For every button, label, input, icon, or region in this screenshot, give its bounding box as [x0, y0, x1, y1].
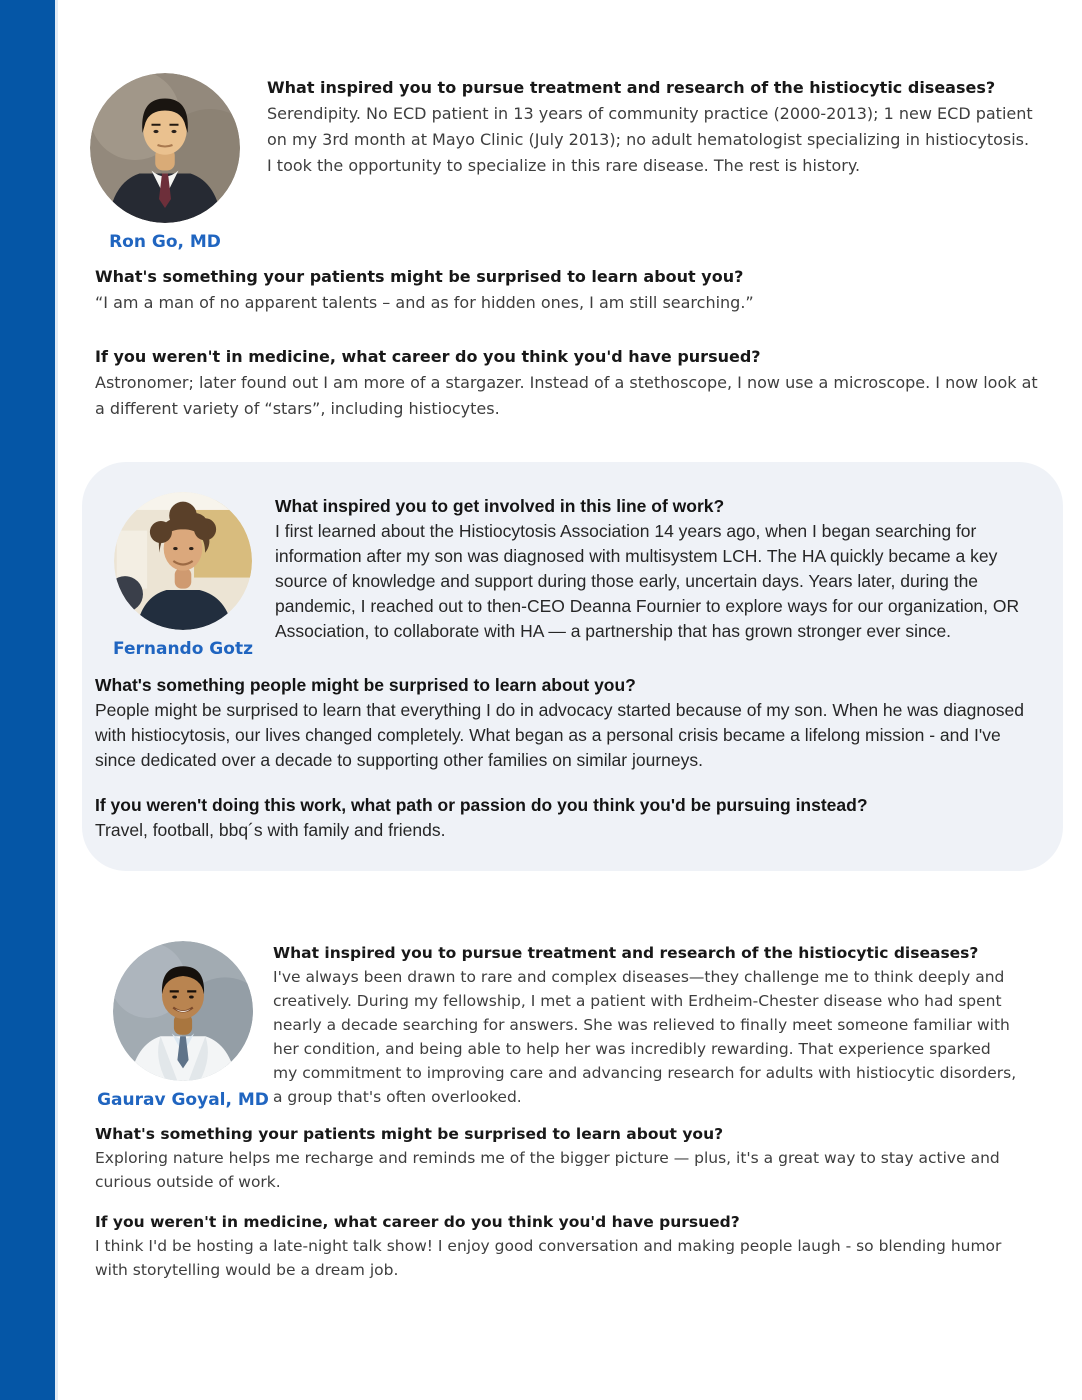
photo-column: [89, 73, 241, 252]
profile-name: Ron Go, MD: [109, 232, 221, 252]
profile-name: Gaurav Goyal, MD: [97, 1090, 269, 1110]
lead-qa: [273, 941, 1018, 1109]
qa-block: [95, 1122, 1038, 1194]
lead-qa: [275, 494, 1027, 644]
lead-row: [95, 941, 1038, 1110]
left-accent-bar: [0, 0, 55, 1400]
profile-photo: [114, 492, 252, 630]
photo-column: [97, 941, 269, 1110]
lead-question: What inspired you to pursue treatment and research of the histiocytic diseases?: [267, 78, 996, 97]
headshot-illustration: [114, 492, 252, 630]
lead-row: [95, 73, 1038, 252]
qa-answer: Travel, football, bbq´s with family and friends.: [95, 820, 446, 840]
profile-photo: [90, 73, 240, 223]
lead-answer: I've always been drawn to rare and complex diseases—they challenge me to think deeply and creatively. During my fellowship, I met a patient with Erdheim-Chester disease who had spent nearly a decade searching for answers. She was relieved to finally meet someone familiar with her condition, and being able to help her was incredibly rewarding. That experience sparked my commitment to improving care and advancing research for adults with histiocytic disorders, a group that's often overlooked.: [273, 968, 1017, 1106]
profile-section-fernando-gotz: [82, 462, 1063, 871]
headshot-illustration: [113, 941, 253, 1081]
photo-column: [113, 492, 253, 659]
page-content: [57, 0, 1082, 1282]
qa-answer: I think I'd be hosting a late-night talk show! I enjoy good conversation and making people laugh - so blending humor with storytelling would be a dream job.: [95, 1237, 1002, 1279]
lead-row: [95, 492, 1038, 659]
qa-block: [95, 673, 1038, 773]
qa-question: If you weren't doing this work, what path or passion do you think you'd be pursuing instead?: [95, 795, 868, 815]
qa-answer: “I am a man of no apparent talents – and as for hidden ones, I am still searching.”: [95, 293, 754, 312]
lead-answer: Serendipity. No ECD patient in 13 years of community practice (2000-2013); 1 new ECD patient on my 3rd month at Mayo Clinic (July 2013); no adult hematologist specializing in histiocytosis. I took the opportunity to specialize in this rare disease. The rest is history.: [267, 104, 1033, 175]
profile-section-ron-go: [95, 73, 1038, 422]
lead-question: What inspired you to get involved in this line of work?: [275, 496, 725, 516]
qa-block: [95, 1210, 1038, 1282]
qa-answer: Astronomer; later found out I am more of a stargazer. Instead of a stethoscope, I now use a microscope. I now look at a different variety of “stars”, including histiocytes.: [95, 373, 1038, 418]
profile-section-gaurav-goyal: [95, 941, 1038, 1282]
qa-question: What's something people might be surprised to learn about you?: [95, 675, 636, 695]
lead-qa: [267, 75, 1038, 179]
qa-question: What's something your patients might be surprised to learn about you?: [95, 267, 744, 286]
lead-answer: I first learned about the Histiocytosis Association 14 years ago, when I began searching for information after my son was diagnosed with multisystem LCH. The HA quickly became a key source of knowledge and support during those early, uncertain days. Years later, during the pandemic, I reached out to then-CEO Deanna Fournier to explore ways for our organization, OR Association, to collaborate with HA — a partnership that has grown stronger ever since.: [275, 521, 1020, 641]
headshot-illustration: [90, 73, 240, 223]
qa-answer: People might be surprised to learn that everything I do in advocacy started because of my son. When he was diagnosed with histiocytosis, our lives changed completely. What began as a personal crisis became a lifelong mission - and I've since dedicated over a decade to supporting other families on similar journeys.: [95, 700, 1025, 770]
qa-answer: Exploring nature helps me recharge and reminds me of the bigger picture — plus, it's a great way to stay active and curious outside of work.: [95, 1149, 1000, 1191]
profile-name: Fernando Gotz: [113, 639, 253, 659]
qa-question: What's something your patients might be surprised to learn about you?: [95, 1125, 724, 1143]
qa-question: If you weren't in medicine, what career do you think you'd have pursued?: [95, 1213, 740, 1231]
qa-block: [95, 264, 1038, 316]
qa-block: [95, 793, 1038, 843]
qa-question: If you weren't in medicine, what career do you think you'd have pursued?: [95, 347, 761, 366]
profile-photo: [113, 941, 253, 1081]
qa-block: [95, 344, 1038, 422]
lead-question: What inspired you to pursue treatment and research of the histiocytic diseases?: [273, 944, 979, 962]
